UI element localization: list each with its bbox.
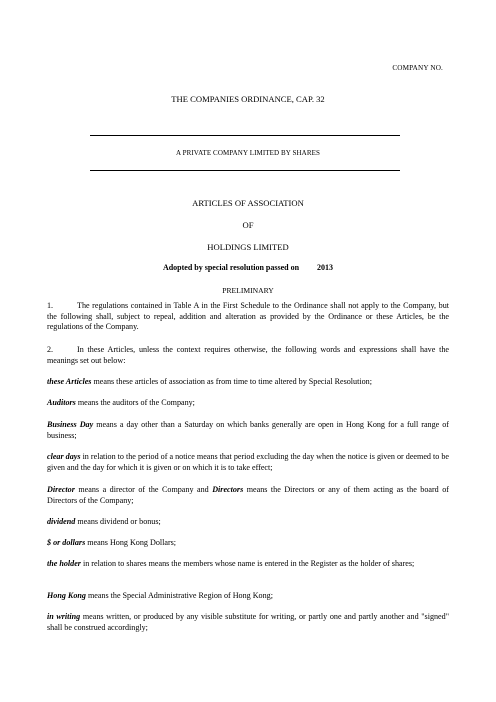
definition-term-secondary: Directors (212, 485, 244, 494)
adoption-text: Adopted by special resolution passed on (162, 263, 300, 272)
definition-text: means a director of the Company and (74, 485, 213, 494)
bottom-divider (90, 170, 400, 171)
definition-hong-kong (47, 591, 449, 602)
clause-1 (47, 301, 449, 333)
definition-term: clear days (47, 452, 81, 461)
articles-title: ARTICLES OF ASSOCIATION (192, 198, 304, 208)
definition-text: in relation to the period of a notice means that period excluding the day when the notice is given or deemed to be given and the day for which it is given or on which it is to take effect; (47, 452, 449, 472)
clause-number: 1. (47, 301, 54, 310)
definition-text: means a day other than a Saturday on which banks generally are open in Hong Kong for a full range of business; (47, 420, 449, 440)
definition-business-day (47, 420, 449, 441)
of-label: OF (242, 220, 254, 230)
definition-term: Director (47, 485, 75, 494)
definition-term: the holder (47, 559, 81, 568)
definition-text: means the auditors of the Company; (75, 398, 195, 407)
definition-term: these Articles (47, 377, 92, 386)
definition-director (47, 485, 449, 506)
definition-term: Hong Kong (47, 591, 86, 600)
clause-number: 2. (47, 345, 54, 354)
company-type-subtitle: A PRIVATE COMPANY LIMITED BY SHARES (176, 149, 320, 157)
definition-clear-days (47, 452, 449, 473)
definition-text: in relation to shares means the members whose name is entered in the Register as the holder of shares; (80, 559, 415, 568)
company-number-label: COMPANY NO. (392, 64, 443, 72)
clause-2 (47, 345, 449, 366)
definition-text-secondary: means the Directors or any of them acting as the board of Directors of the Company; (47, 485, 449, 505)
adoption-year: 2013 (317, 263, 334, 272)
clause-text: In these Articles, unless the context requires otherwise, the following words and expressions shall have the meanings set out below: (47, 345, 449, 365)
definition-term: Auditors (47, 398, 76, 407)
definition-text: means the Special Administrative Region of Hong Kong; (85, 591, 273, 600)
definition-text: means written, or produced by any visible substitute for writing, or partly one and partly another and "signed" shall be construed accordingly; (47, 612, 449, 632)
definition-text: means these articles of association as from time to time altered by Special Resolution; (91, 377, 372, 386)
definition-holder (47, 559, 449, 570)
definition-term: Business Day (47, 420, 94, 429)
definition-term: in writing (47, 612, 81, 621)
definition-dollars (47, 538, 449, 549)
definition-term: $ or dollars (47, 538, 86, 547)
definition-term: dividend (47, 517, 76, 526)
company-name: HOLDINGS LIMITED (207, 242, 289, 252)
adoption-line (0, 263, 496, 272)
definition-these-articles (47, 377, 449, 388)
definition-dividend (47, 517, 449, 528)
ordinance-title: THE COMPANIES ORDINANCE, CAP. 32 (171, 94, 325, 104)
definition-in-writing (47, 612, 449, 633)
top-divider (90, 135, 400, 136)
definition-auditors (47, 398, 449, 409)
section-heading-preliminary: PRELIMINARY (222, 286, 274, 295)
definition-text: means dividend or bonus; (75, 517, 161, 526)
definition-text: means Hong Kong Dollars; (85, 538, 177, 547)
clause-text: The regulations contained in Table A in the First Schedule to the Ordinance shall not apply to the Company, but the following shall, subject to repeal, addition and alteration as provided by the Ordinance or these Articles, be the regulations of the Company. (47, 301, 449, 332)
